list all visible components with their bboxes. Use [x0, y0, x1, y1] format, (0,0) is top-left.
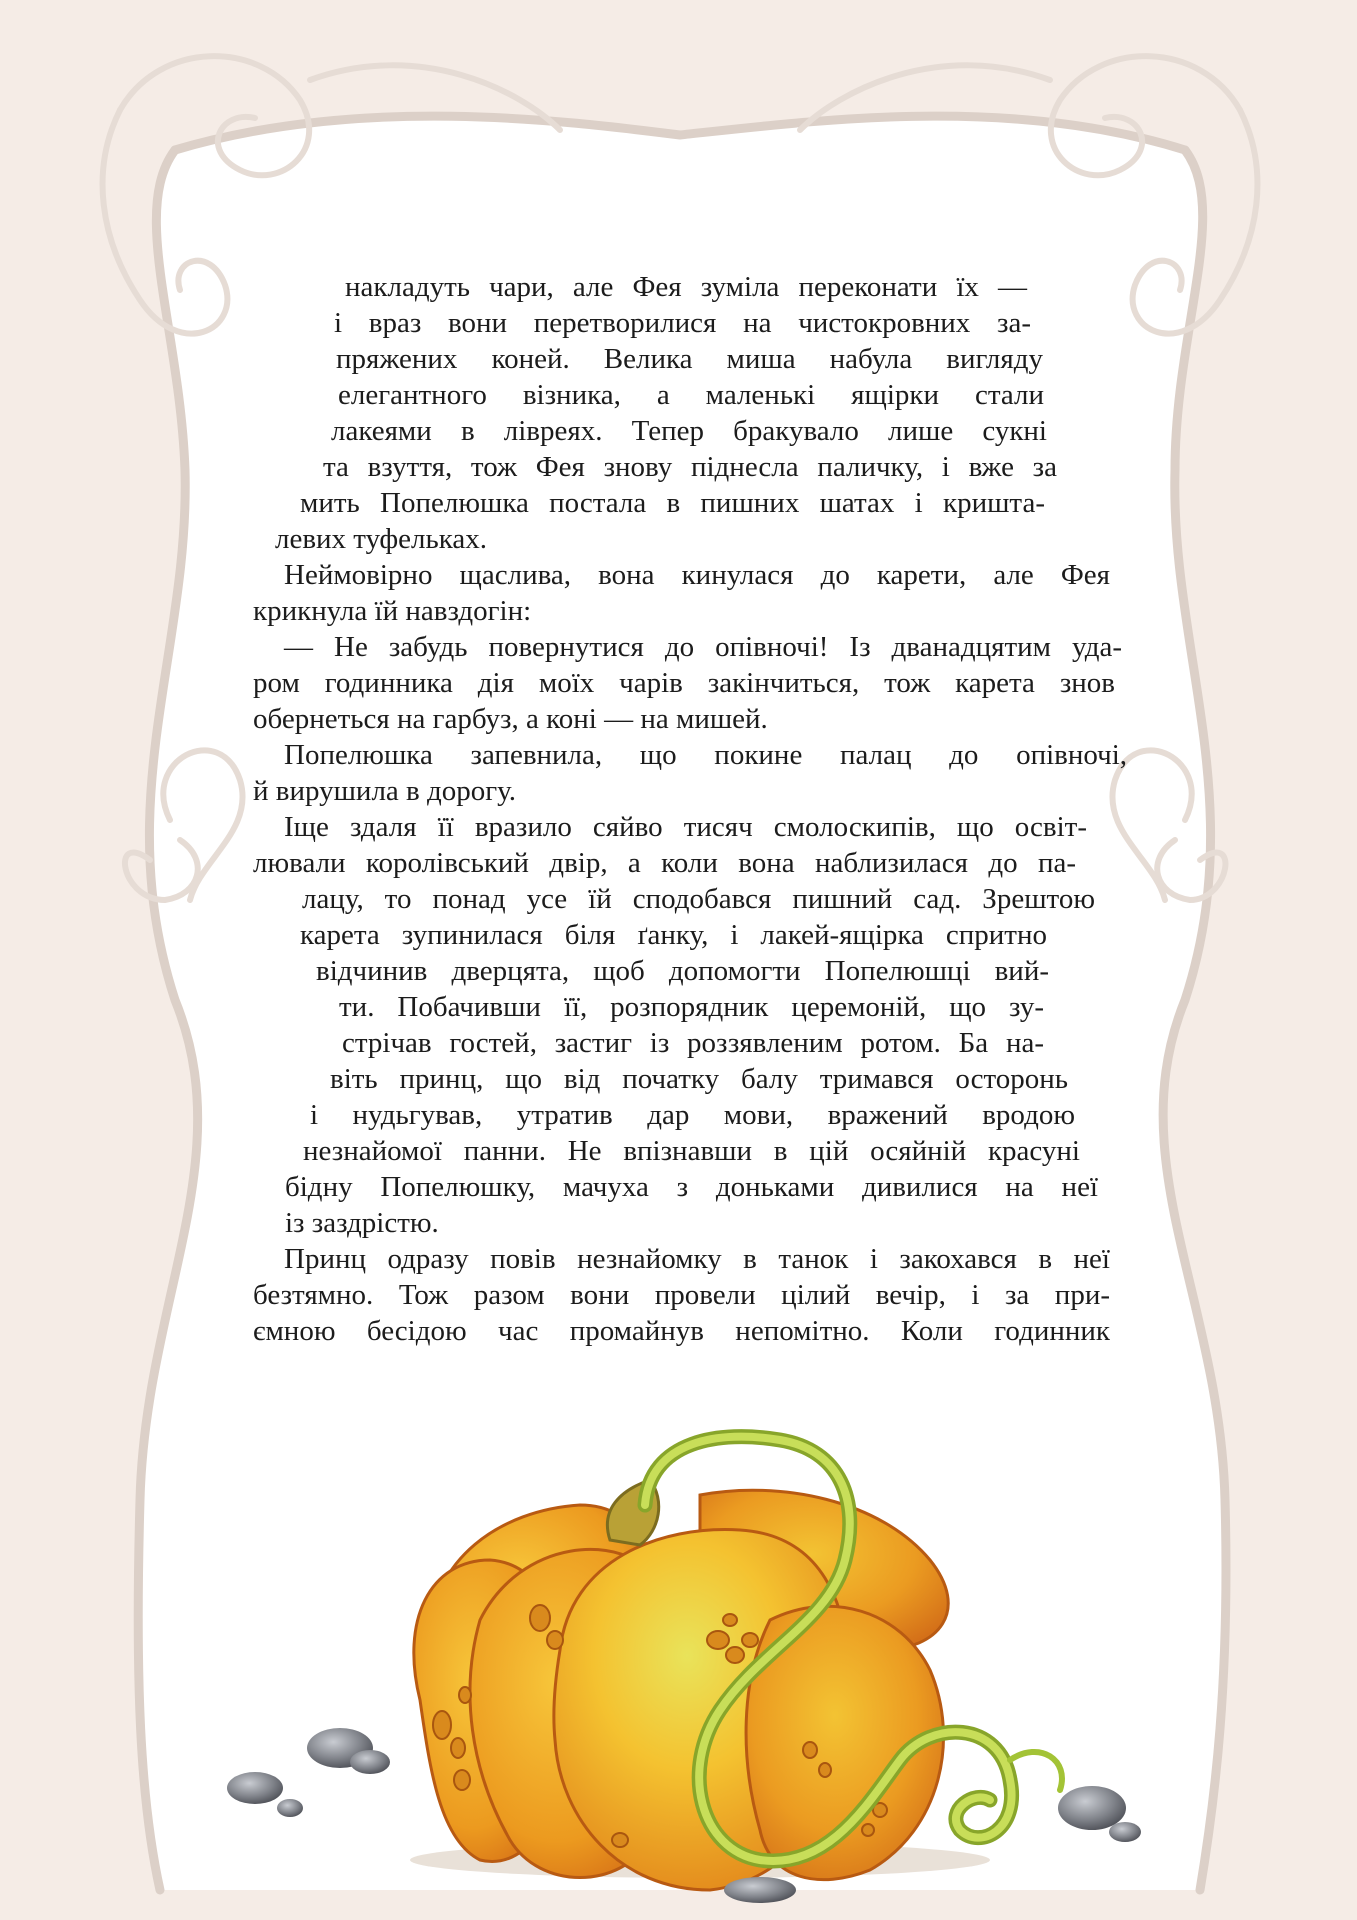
text-line: із заздрістю. — [285, 1207, 439, 1239]
text-line: Попелюшка запевнила, що покине палац до опівночі, — [284, 739, 1127, 771]
text-line: ти. Побачивши її, розпорядник церемоній, що зу- — [339, 991, 1044, 1023]
text-line: обернеться на гарбуз, а коні — на мишей. — [253, 703, 768, 735]
text-line: лацу, то понад усе їй сподобався пишний сад. Зрештою — [302, 883, 1095, 915]
text-line: віть принц, що від початку балу тримався осторонь — [330, 1063, 1068, 1095]
text-line: і нудьгував, утратив дар мови, вражений вродою — [310, 1099, 1075, 1131]
text-line: лакеями в лівреях. Тепер бракувало лише сукні — [331, 415, 1047, 447]
text-line: бідну Попелюшку, мачуха з доньками дивилися на неї — [285, 1171, 1098, 1203]
text-line: елегантного візника, а маленькі ящірки стали — [338, 379, 1044, 411]
text-line: Неймовірно щаслива, вона кинулася до карети, але Фея — [284, 559, 1110, 591]
text-line: ром годинника дія моїх чарів закінчиться, тож карета знов — [253, 667, 1115, 699]
text-line: левих туфельках. — [275, 523, 488, 555]
text-line: ємною бесідою час промайнув непомітно. Коли годинник — [253, 1315, 1110, 1347]
text-line: — Не забудь повернутися до опівночі! Із дванадцятим уда- — [284, 631, 1122, 663]
text-line: та взуття, тож Фея знову піднесла паличку, і вже за — [323, 451, 1057, 483]
text-line: безтямно. Тож разом вони провели цілий вечір, і за при- — [253, 1279, 1110, 1311]
text-line: накладуть чари, але Фея зуміла переконати їх — — [345, 271, 1027, 303]
text-line: пряжених коней. Велика миша набула вигляду — [336, 343, 1043, 375]
text-line: стрічав гостей, застиг із роззявленим ротом. Ба на- — [342, 1027, 1044, 1059]
text-line: і враз вони перетворилися на чистокровних за- — [334, 307, 1031, 339]
text-line: лювали королівський двір, а коли вона наблизилася до па- — [253, 847, 1076, 879]
text-line: незнайомої панни. Не впізнавши в цій осяйній красуні — [303, 1135, 1080, 1167]
text-line: мить Попелюшка постала в пишних шатах і кришта- — [300, 487, 1045, 519]
text-line: карета зупинилася біля ґанку, і лакей-ящірка спритно — [300, 919, 1047, 951]
text-line: відчинив дверцята, щоб допомогти Попелюшці вий- — [316, 955, 1049, 987]
text-line: й вирушила в дорогу. — [253, 775, 516, 807]
text-line: Принц одразу повів незнайомку в танок і закохався в неї — [284, 1243, 1110, 1275]
text-line: Іще здаля її вразило сяйво тисяч смолоскипів, що освіт- — [284, 811, 1087, 843]
text-line: крикнула їй навздогін: — [253, 595, 532, 627]
